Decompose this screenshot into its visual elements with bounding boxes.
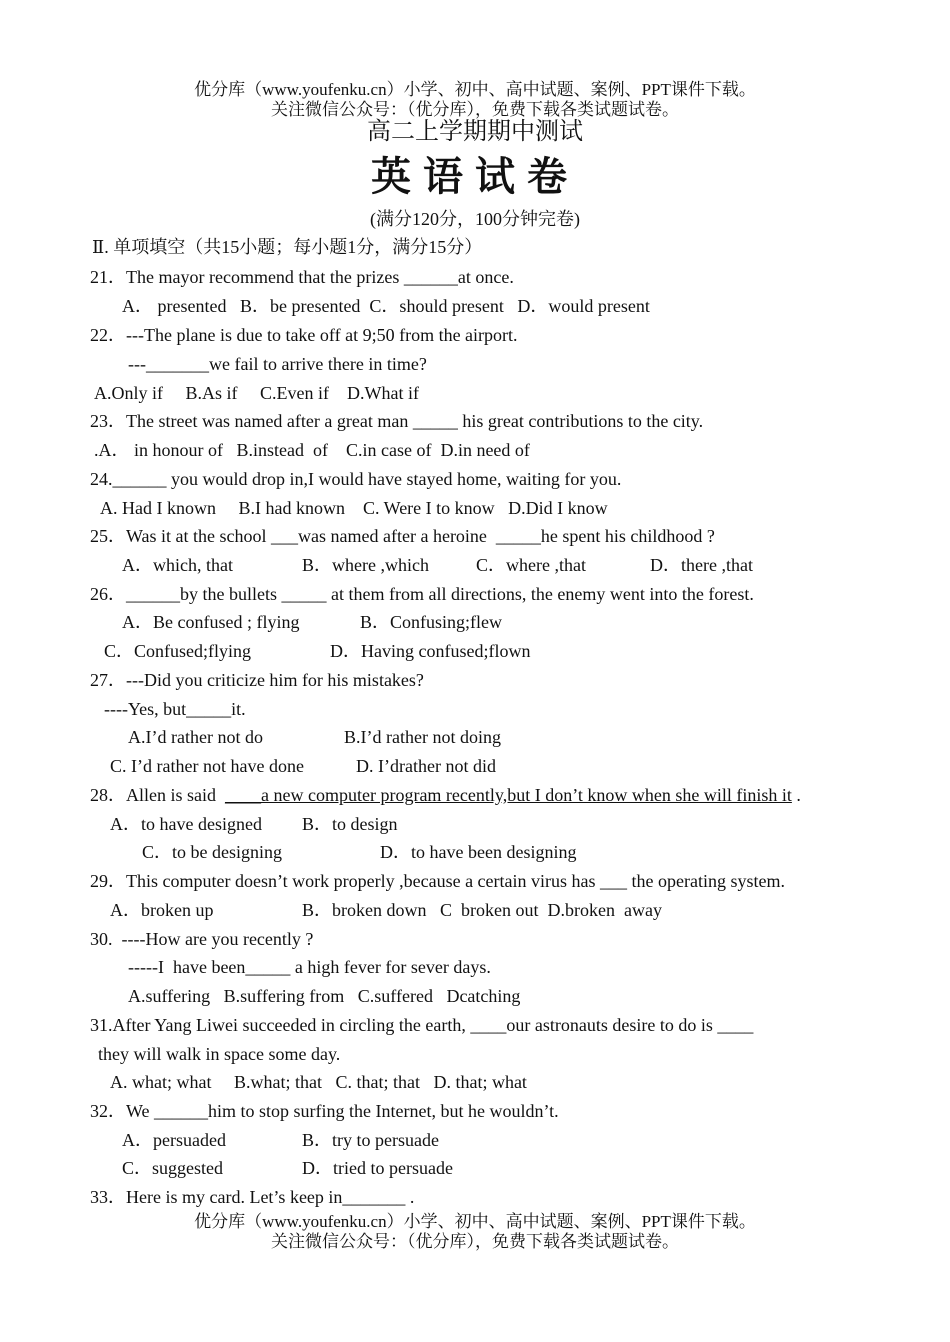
question-32-option-b: B．try to persuade (302, 1130, 439, 1150)
question-24-options: A. Had I known B.I had known C. Were I to know D.Did I know (100, 498, 608, 518)
question-25-option-c: C．where ,that (476, 555, 586, 575)
question-31-line-2: they will walk in space some day. (98, 1044, 341, 1064)
question-25-option-b: B．where ,which (302, 555, 429, 575)
exam-main-title: 英语试卷 (371, 153, 579, 200)
question-28-option-d: D．to have been designing (380, 842, 577, 862)
question-27-line-2: ----Yes, but_____it. (104, 699, 246, 719)
question-28 (90, 783, 801, 807)
question-26-option-a: A．Be confused ; flying (122, 612, 300, 632)
question-30-line-2: -----I have been_____ a high fever for sever days. (128, 957, 491, 977)
question-28-lead: 28．Allen is said (90, 785, 225, 805)
question-22-line-2: ---_______we fail to arrive there in time? (128, 354, 427, 374)
question-26-option-d: D．Having confused;flown (330, 641, 531, 661)
question-29-options-rest: B．broken down C broken out D.broken away (302, 900, 662, 920)
question-22: 22．---The plane is due to take off at 9;50 from the airport. (90, 325, 518, 345)
question-28-option-c: C．to be designing (142, 842, 282, 862)
question-28-end: . (791, 785, 801, 805)
exam-subtitle: (满分120分，100分钟完卷) (370, 209, 580, 229)
question-28-underlined: ____a new computer program recently,but I don’t know when she will finish it (225, 785, 792, 805)
question-32-option-d: D．tried to persuade (302, 1158, 453, 1178)
question-27-option-c: C. I’d rather not have done (110, 756, 304, 776)
question-31: 31.After Yang Liwei succeeded in circling the earth, ____our astronauts desire to do is ____ (90, 1015, 754, 1035)
header-line-2: 关注微信公众号：（优分库），免费下载各类试题试卷。 (271, 100, 679, 119)
question-32: 32．We ______him to stop surfing the Internet, but he wouldn’t. (90, 1101, 559, 1121)
question-32-option-c: C．suggested (122, 1158, 223, 1178)
question-24: 24.______ you would drop in,I would have stayed home, waiting for you. (90, 469, 622, 489)
question-25-option-a: A．which, that (122, 555, 233, 575)
question-27: 27．---Did you criticize him for his mistakes? (90, 670, 424, 690)
question-25: 25．Was it at the school ___was named after a heroine _____he spent his childhood ? (90, 526, 715, 546)
question-23: 23．The street was named after a great man _____ his great contributions to the city. (90, 411, 704, 431)
question-27-option-b: B.I’d rather not doing (344, 727, 501, 747)
question-26: 26．______by the bullets _____ at them from all directions, the enemy went into the forest. (90, 584, 754, 604)
question-27-option-d: D. I’drather not did (356, 756, 496, 776)
question-32-option-a: A．persuaded (122, 1130, 226, 1150)
header-line-1: 优分库（www.youfenku.cn）小学、初中、高中试题、案例、PPT课件下载。 (194, 80, 756, 99)
exam-title: 高二上学期期中测试 (367, 119, 583, 145)
question-23-options: .A． in honour of B.instead of C.in case of D.in need of (94, 440, 530, 460)
footer-line-2: 关注微信公众号：（优分库），免费下载各类试题试卷。 (271, 1232, 679, 1251)
question-33: 33．Here is my card. Let’s keep in_______ . (90, 1187, 415, 1207)
question-29-option-a: A．broken up (110, 900, 214, 920)
question-26-option-b: B．Confusing;flew (360, 612, 502, 632)
question-21: 21．The mayor recommend that the prizes ______at once. (90, 267, 514, 287)
question-30-options: A.suffering B.suffering from C.suffered Dcatching (128, 986, 521, 1006)
question-26-option-c: C．Confused;flying (104, 641, 251, 661)
question-25-option-d: D．there ,that (650, 555, 753, 575)
question-28-option-b: B．to design (302, 814, 398, 834)
question-27-option-a: A.I’d rather not do (128, 727, 263, 747)
question-22-options: A.Only if B.As if C.Even if D.What if (94, 383, 419, 403)
section-heading: Ⅱ. 单项填空（共15小题；每小题1分，满分15分） (92, 237, 483, 257)
question-31-options: A. what; what B.what; that C. that; that D. that; what (110, 1072, 527, 1092)
question-28-option-a: A．to have designed (110, 814, 262, 834)
question-21-options: A． presented B．be presented C．should present D．would present (122, 296, 650, 316)
question-29: 29．This computer doesn’t work properly ,because a certain virus has ___ the operating system. (90, 871, 785, 891)
footer-line-1: 优分库（www.youfenku.cn）小学、初中、高中试题、案例、PPT课件下载。 (194, 1212, 756, 1231)
question-30: 30. ----How are you recently ? (90, 929, 314, 949)
